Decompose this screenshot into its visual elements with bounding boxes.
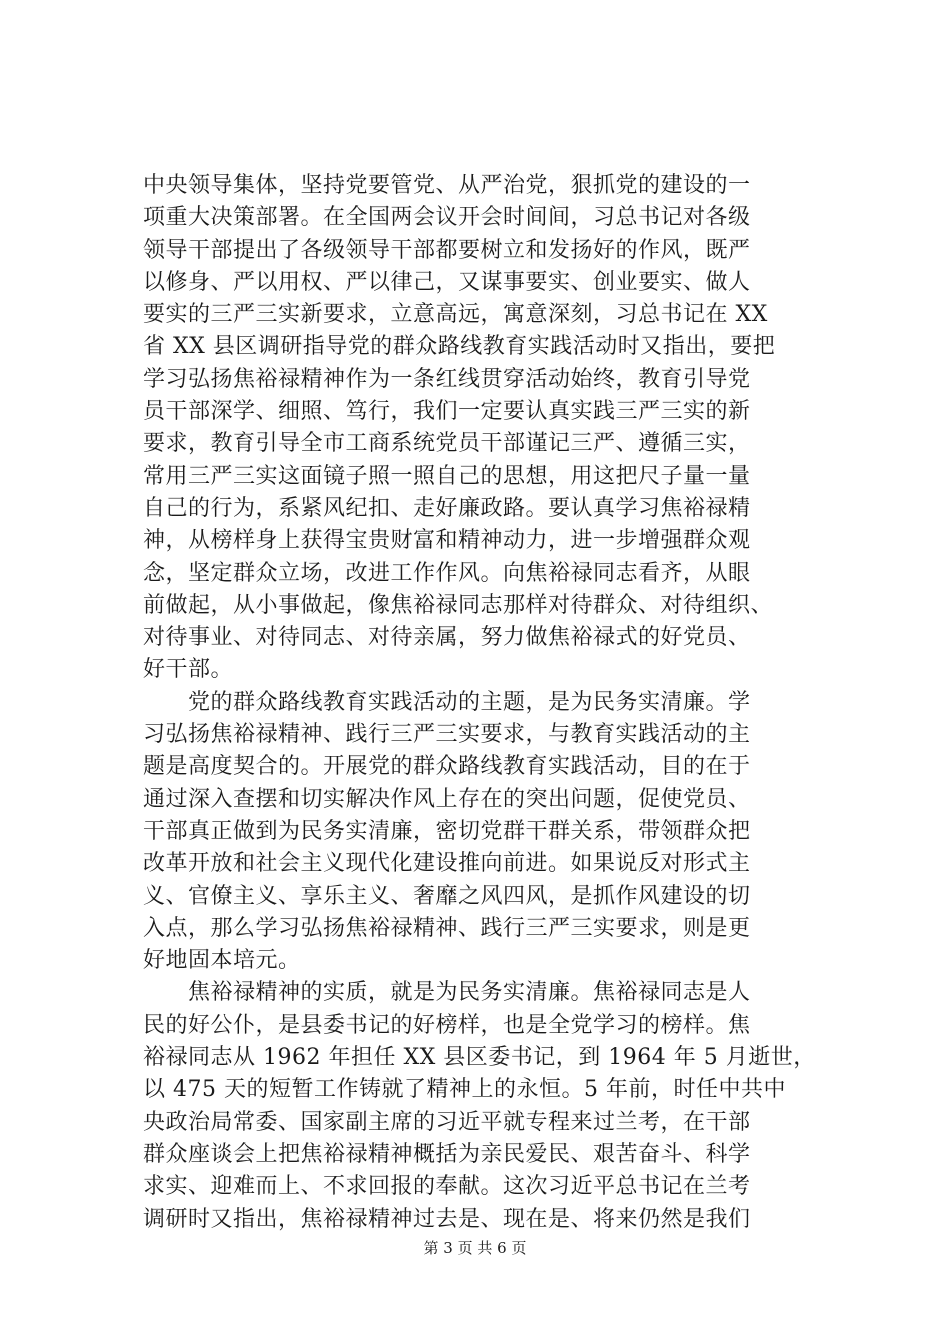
- text-line: 学习弘扬焦裕禄精神作为一条红线贯穿活动始终，教育引导党: [143, 366, 751, 392]
- text-line: 要实的三严三实新要求，立意高远，寓意深刻，习总书记在 XX: [143, 302, 768, 328]
- text-line: 神，从榜样身上获得宝贵财富和精神动力，进一步增强群众观: [143, 528, 751, 554]
- page-footer: 第 3 页 共 6 页: [423, 1239, 527, 1257]
- text-line: 好干部。: [143, 657, 234, 683]
- text-line: 裕禄同志从 1962 年担任 XX 县区委书记，到 1964 年 5 月逝世，: [143, 1045, 816, 1071]
- text-line: 中央领导集体，坚持党要管党、从严治党，狠抓党的建设的一: [143, 173, 751, 198]
- body-text: [143, 170, 843, 1236]
- text-line: 好地固本培元。: [143, 948, 301, 974]
- text-line: 求实、迎难而上、不求回报的奉献。这次习近平总书记在兰考: [143, 1174, 751, 1200]
- text-line: 领导干部提出了各级领导干部都要树立和发扬好的作风，既严: [143, 237, 751, 263]
- text-line: 念，坚定群众立场，改进工作作风。向焦裕禄同志看齐，从眼: [143, 560, 751, 586]
- text-line: 民的好公仆，是县委书记的好榜样，也是全党学习的榜样。焦: [143, 1012, 751, 1038]
- text-line: 群众座谈会上把焦裕禄精神概括为亲民爱民、艰苦奋斗、科学: [143, 1141, 751, 1167]
- text-line: 入点，那么学习弘扬焦裕禄精神、践行三严三实要求，则是更: [143, 915, 751, 941]
- text-line: 调研时又指出，焦裕禄精神过去是、现在是、将来仍然是我们: [143, 1206, 751, 1232]
- text-line: 自己的行为，系紧风纪扣、走好廉政路。要认真学习焦裕禄精: [143, 495, 751, 521]
- text-line: 题是高度契合的。开展党的群众路线教育实践活动，目的在于: [143, 754, 751, 780]
- text-line: 对待事业、对待同志、对待亲属，努力做焦裕禄式的好党员、: [143, 625, 751, 651]
- text-line: 常用三严三实这面镜子照一照自己的思想，用这把尺子量一量: [143, 463, 751, 489]
- text-line: 前做起，从小事做起，像焦裕禄同志那样对待群众、对待组织、: [143, 592, 774, 618]
- text-line: 员干部深学、细照、笃行，我们一定要认真实践三严三实的新: [143, 399, 751, 425]
- text-line: 以修身、严以用权、严以律己，又谋事要实、创业要实、做人: [143, 269, 751, 295]
- text-line: 要求，教育引导全市工商系统党员干部谨记三严、遵循三实，: [143, 431, 751, 457]
- text-line: 焦裕禄精神的实质，就是为民务实清廉。焦裕禄同志是人: [143, 980, 751, 1006]
- text-line: 央政治局常委、国家副主席的习近平就专程来过兰考，在干部: [143, 1109, 751, 1135]
- text-line: 省 XX 县区调研指导党的群众路线教育实践活动时又指出，要把: [143, 334, 776, 360]
- text-line: 义、官僚主义、享乐主义、奢靡之风四风，是抓作风建设的切: [143, 883, 751, 909]
- text-line: 改革开放和社会主义现代化建设推向前进。如果说反对形式主: [143, 851, 751, 877]
- text-line: 党的群众路线教育实践活动的主题，是为民务实清廉。学: [143, 689, 751, 715]
- text-line: 项重大决策部署。在全国两会议开会时间间，习总书记对各级: [143, 205, 751, 231]
- text-line: 以 475 天的短暂工作铸就了精神上的永恒。5 年前，时任中共中: [143, 1077, 786, 1103]
- text-line: 干部真正做到为民务实清廉，密切党群干群关系，带领群众把: [143, 818, 751, 844]
- text-line: 通过深入查摆和切实解决作风上存在的突出问题，促使党员、: [143, 786, 751, 812]
- text-line: 习弘扬焦裕禄精神、践行三严三实要求，与教育实践活动的主: [143, 722, 751, 748]
